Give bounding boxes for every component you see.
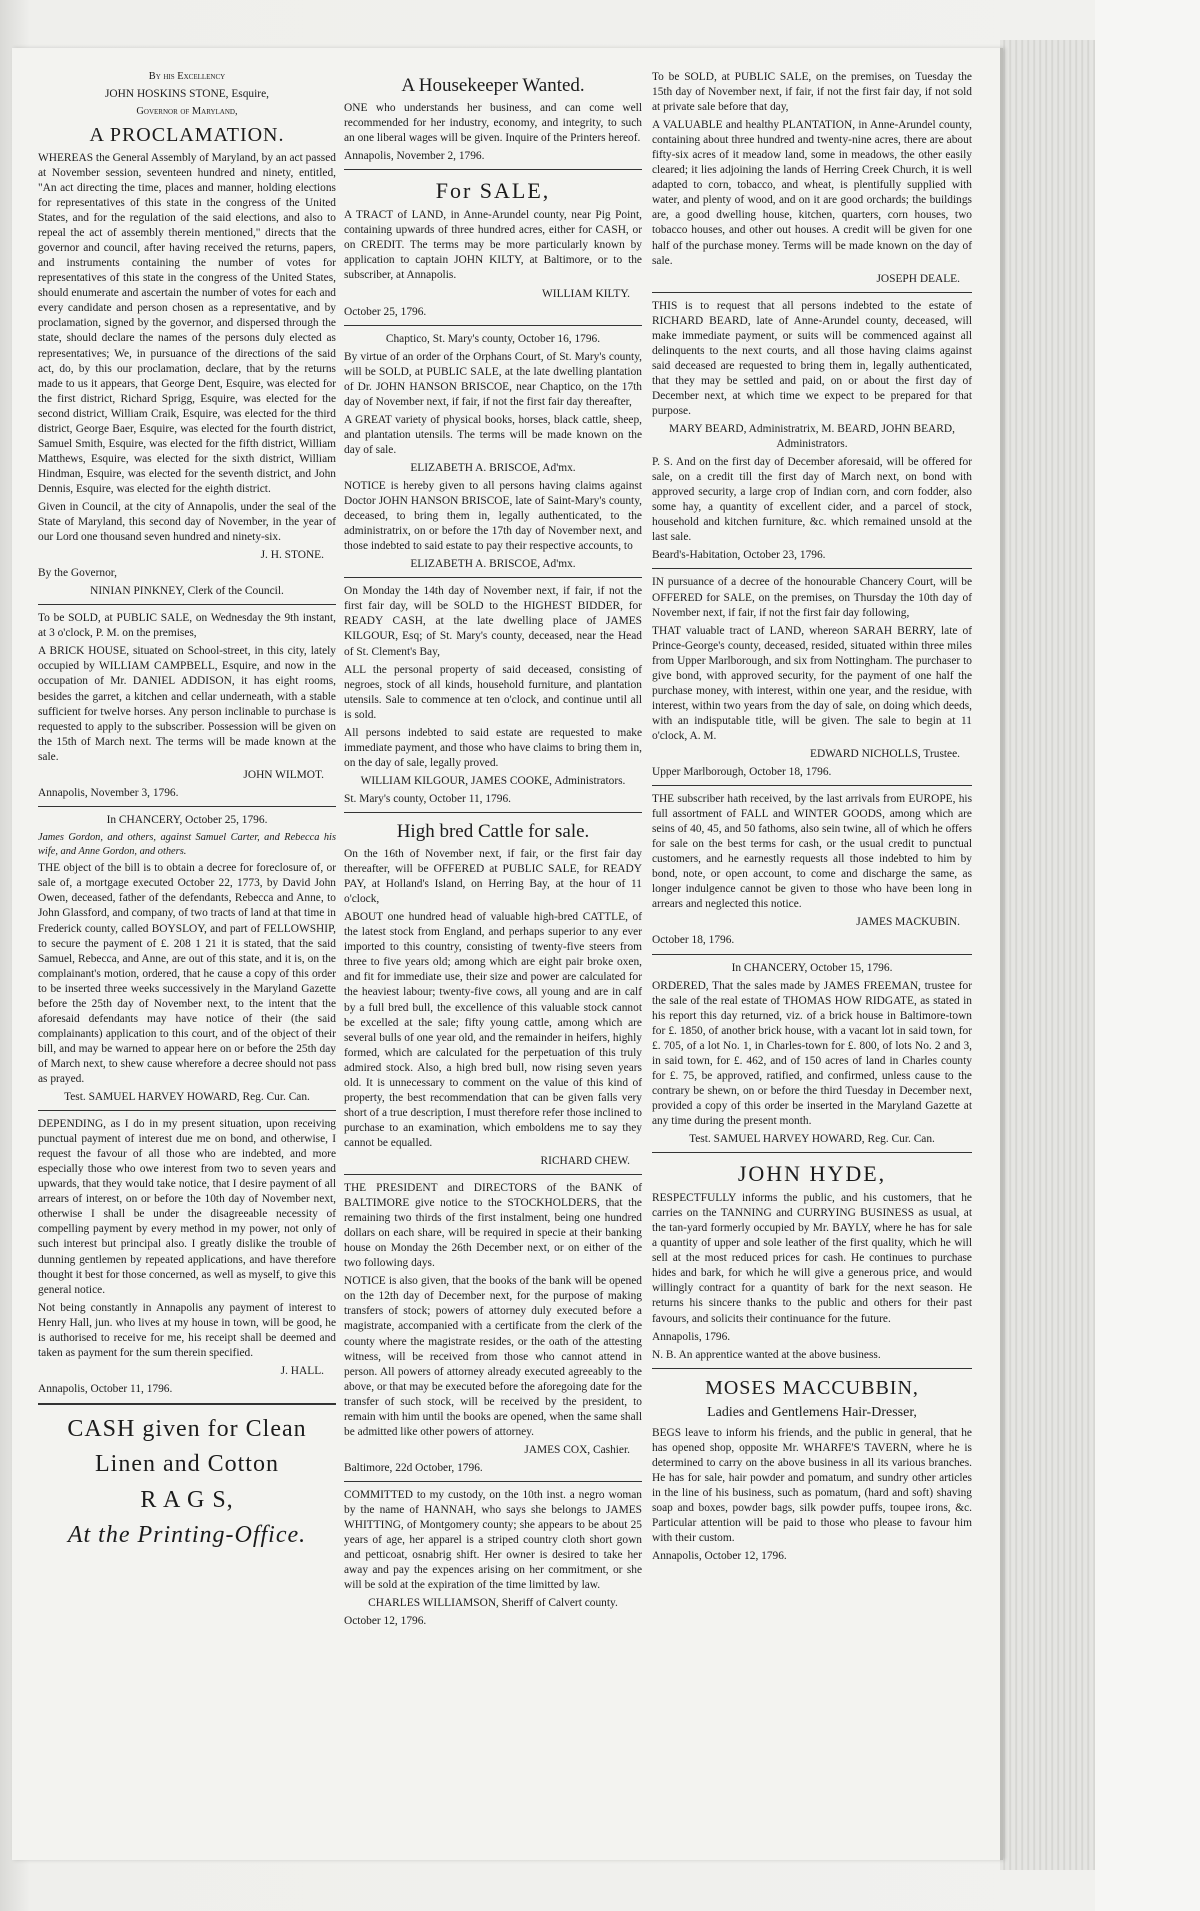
house-text: A BRICK HOUSE, situated on School-street, in this city, lately occupied by WILLIAM CAMPBELL, Esquire, and now in the occupation of Mr. DANIEL ADDISON, it has eight rooms, besides the garret, a kitchen and cellar underneath, with a stable sufficient for twelve horses. Any person inclinable to purchase is requested to apply to the subscriber. Possession will be given on the 15th of March next. The terms will be made known at the sale. xyxy=(38,645,336,763)
house-date: Annapolis, November 3, 1796. xyxy=(38,786,179,799)
nicholls-date: Upper Marlborough, October 18, 1796. xyxy=(652,766,832,779)
proc-text: WHEREAS the General Assembly of Maryland, by an act passed at November session, seventeen hundred and ninety, entitled, "An act directing the time, places and manner, holding elections for representatives of this state in the congress of the United States, and for the regulation of the said elections, and also to repeal the act of assembly therein mentioned," directs that the governor and council, after having received the returns, papers, and instruments containing the number of votes for representatives of this state in the congress of the United States, should enumerate and ascertain the number of votes for each and every candidate and person chosen as a representative, and by proclamation, signed by the governor, and dispersed through the state, should declare the names of the persons duly elected as representatives; We, in pursuance of the directions of the said act, do, by this our proclamation, declare, that by the returns made to us it appears, that George Dent, Esquire, was elected for the first district, Richard Sprigg, Esquire, was elected for the second district, William Craik, Esquire, was elected for the third district, George Baer, Esquire, was elected for the fourth district, Samuel Smith, Esquire, was elected for the fifth district, William Matthews, Esquire, was elected for the sixth district, William Hindman, Esquire, was elected for the seventh district, and John Dennis, Esquire, was elected for the eighth district. xyxy=(38,151,336,495)
chancery-text: THE object of the bill is to obtain a decree for foreclosure of, or sale of, a mortgage executed October 22, 1773, by David John Owen, deceased, father of the defendants, Rebecca and Anne, to John Glassford, and company, of two tracts of land at that time in Frederick county, called BOYSLOY, and part of FELLOWSHIP, to secure the payment of £. 208 1 21 it is stated, that the said Samuel, Rebecca, and Anne, are out of this state, and it is, on the complainant's motion, ordered, that he cause a copy of this order to be inserted three weeks successively in the Maryland Gazette before the 25th day of November next, to the intent that the aforesaid defendants may have notice of their (the said complainants) application to this court, and of the object of their bill, and may be warned to appear here on or before the 25th day of March next, to shew cause wherefore a decree should not pass as prayed. xyxy=(38,862,336,1085)
briscoe-signature-2: ELIZABETH A. BRISCOE, Ad'mx. xyxy=(410,558,576,571)
kilgour-text-2: ALL the personal property of said deceased, consisting of negroes, stock of all kinds, household furniture, and plantation utensils. Sale to commence at ten o'clock, and continue until all is sold. xyxy=(344,663,642,721)
beard-ps: P. S. And on the first day of December aforesaid, will be offered for sale, on a credit till the first day of March next, on bond with approved security, a large crop of Indian corn, and corn fodder, also some hay, a quantity of excellent cider, and a parcel of stock, household and kitchen furniture, &c. which remained unsold at the last sale. xyxy=(652,456,972,544)
mackubin-text: THE subscriber hath received, by the last arrivals from EUROPE, his full assortment of FALL and WINTER GOODS, among which are seins of 40, 45, and 50 fathoms, also sein twine, all of which he offers for sale on the best terms for cash, or the usual credit to punctual customers, and he earnestly requests all those indebted to him by bond, note, or open account, to come and discharge the same, as longer indulgence cannot be given to those who have been long in arrears and neglected this notice. xyxy=(652,793,972,911)
hyde-text: RESPECTFULLY informs the public, and his customers, that he carries on the TANNING and CURRYING BUSINESS as usual, at the tan-yard formerly occupied by Mr. BAYLY, where he has for sale a quantity of upper and sole leather of the first quality, which he will sell at the most reduced prices for cash. He continues to purchase hides and bark, for which he will give a generous price, and would willingly contract for a quantity of bark for the next season. He returns his sincere thanks to the public and others for their past favours, and solicits their continuance for the future. xyxy=(652,1192,972,1325)
divider xyxy=(652,1152,972,1153)
housekeeper-title: A Housekeeper Wanted. xyxy=(401,75,585,96)
kilgour-notice xyxy=(344,584,642,807)
for-sale-title: For SALE, xyxy=(435,178,551,204)
chancery-heading: In CHANCERY, October 25, 1796. xyxy=(106,813,268,826)
committed-signature: CHARLES WILLIAMSON, Sheriff of Calvert county. xyxy=(368,1597,618,1610)
proc-by: By his Excellency xyxy=(148,71,226,82)
divider xyxy=(38,806,336,807)
hyde-nb: N. B. An apprentice wanted at the above business. xyxy=(652,1348,881,1361)
chancery-2-heading: In CHANCERY, October 15, 1796. xyxy=(731,961,893,974)
divider xyxy=(652,954,972,955)
bank-date: Baltimore, 22d October, 1796. xyxy=(344,1461,483,1474)
briscoe-notice xyxy=(344,332,642,573)
briscoe-heading: Chaptico, St. Mary's county, October 16, 1796. xyxy=(385,332,601,345)
deale-signature: JOSEPH DEALE. xyxy=(876,272,960,285)
kilgour-text-3: All persons indebted to said estate are requested to make immediate payment, and those who have claims to bring them in, on the day of sale, legally proved. xyxy=(344,726,642,769)
house-intro: To be SOLD, at PUBLIC SALE, on Wednesday the 9th instant, at 3 o'clock, P. M. on the premises, xyxy=(38,612,336,640)
hyde-ad xyxy=(652,1159,972,1363)
briscoe-signature: ELIZABETH A. BRISCOE, Ad'mx. xyxy=(410,462,576,474)
proc-clerk: NINIAN PINKNEY, Clerk of the Council. xyxy=(90,585,284,598)
chancery-test: Test. SAMUEL HARVEY HOWARD, Reg. Cur. Can. xyxy=(64,1091,310,1104)
kilgour-date: St. Mary's county, October 11, 1796. xyxy=(344,792,511,805)
proc-given: Given in Council, at the city of Annapolis, under the seal of the State of Maryland, this second day of November, in the year of our Lord one thousand seven hundred and ninety-six. xyxy=(38,500,336,544)
maccubbin-title: MOSES MACCUBBIN, xyxy=(705,1376,919,1399)
divider xyxy=(344,1481,642,1482)
divider xyxy=(344,1174,642,1175)
mackubin-date: October 18, 1796. xyxy=(652,934,735,947)
beard-date: Beard's-Habitation, October 23, 1796. xyxy=(652,549,826,562)
mackubin-signature: JAMES MACKUBIN. xyxy=(856,916,960,929)
beard-notice xyxy=(652,299,972,564)
hall-text: DEPENDING, as I do in my present situation, upon receiving punctual payment of interest due me on bond, and otherwise, I request the favour of all those who are indebted, and more especially those who owe interest from two to seven years and upwards, that they would take notice, that I desire payment of all arrears of interest, on or before the 10th day of November next, otherwise I shall be under the disagreeable necessity of compelling payment by every method in my power, not only of such interest but principal also. I greatly dislike the trouble of dunning gentlemen by repeated applications, and have therefore thought it best for those concerned, as well as myself, to give this general notice. xyxy=(38,1118,336,1296)
chancery-notice-2 xyxy=(652,961,972,1148)
proc-by-governor: By the Governor, xyxy=(38,567,117,580)
nicholls-text-2: THAT valuable tract of LAND, whereon SARAH BERRY, late of Prince-George's county, deceased, resided, situated within three miles from Upper Marlborough, and six from Nottingham. The purchaser to give bond, with approved security, for the payment of one half the purchase money, with interest, within one year, and the residue, with interest, within two years from the day of sale, on doing which deeds, with an indisputable title, will be given. The sale to begin at 11 o'clock, A. M. xyxy=(652,624,972,742)
nicholls-notice xyxy=(652,575,972,780)
housekeeper-ad xyxy=(344,73,642,164)
briscoe-notice-text: NOTICE is hereby given to all persons having claims against Doctor JOHN HANSON BRISCOE, late of Saint-Mary's county, deceased, to bring them in, legally authenticated, to the administratrix, on or before the 17th day of November next, and those indebted to said estate to pay their respective accounts, to xyxy=(344,480,642,553)
proclamation xyxy=(38,70,336,599)
divider xyxy=(38,1110,336,1111)
cattle-title: High bred Cattle for sale. xyxy=(396,820,590,842)
column-3 xyxy=(652,70,972,1567)
proc-name: JOHN HOSKINS STONE, Esquire, xyxy=(104,87,269,100)
chancery-notice xyxy=(38,813,336,1105)
housekeeper-text: ONE who understands her business, and can come well recommended for her industry, economy, and integrity, to such an one liberal wages will be given. Inquire of the Printers hereof. xyxy=(344,102,642,145)
kilgour-text: On Monday the 14th day of November next, if fair, if not the first fair day, will be SOLD to the HIGHEST BIDDER, for READY CASH, at the late dwelling place of JAMES KILGOUR, Esq; of St. Mary's county, deceased, near the Head of St. Clement's Bay, xyxy=(344,585,642,658)
committed-date: October 12, 1796. xyxy=(344,1615,427,1628)
housekeeper-date: Annapolis, November 2, 1796. xyxy=(344,150,485,163)
for-sale-text: A TRACT of LAND, in Anne-Arundel county, near Pig Point, containing upwards of three hundred acres, either for CASH, or on CREDIT. The terms may be more particularly known by application to captain JOHN KILTY, at Baltimore, or to the subscriber, at Annapolis. xyxy=(344,209,642,282)
column-2 xyxy=(344,70,642,1632)
divider xyxy=(38,604,336,605)
maccubbin-text: BEGS leave to inform his friends, and the public in general, that he has opened shop, opposite Mr. WHARFE'S TAVERN, where he is determined to carry on the above business in all its various branches. He has for sale, hair powder and pomatum, and sundry other articles in the line of his business, such as pomatum, (hard and soft) shaving soap and boxes, powder bags, silk powder puffs, toupee irons, &c. Particular attention will be paid to those who please to favour him with their custom. xyxy=(652,1426,972,1544)
divider xyxy=(344,325,642,326)
divider xyxy=(652,785,972,786)
beard-signature: MARY BEARD, Administratrix, M. BEARD, JOHN BEARD, Administrators. xyxy=(669,423,955,451)
cattle-ad xyxy=(344,819,642,1169)
column-1 xyxy=(38,70,336,1555)
for-sale-signature: WILLIAM KILTY. xyxy=(542,287,630,300)
brick-house-ad xyxy=(38,611,336,801)
hyde-title: JOHN HYDE, xyxy=(737,1161,887,1187)
nicholls-signature: EDWARD NICHOLLS, Trustee. xyxy=(810,747,960,760)
double-divider xyxy=(38,1403,336,1407)
cash-line-3: R A G S, xyxy=(140,1486,234,1513)
deale-intro: To be SOLD, at PUBLIC SALE, on the premises, on Tuesday the 15th day of November next, if fair, if not the first fair day, if not sold at private sale before that day, xyxy=(652,71,972,114)
proc-office: Governor of Maryland, xyxy=(136,105,238,117)
divider xyxy=(344,169,642,170)
scan-margin xyxy=(1095,0,1200,1911)
divider xyxy=(344,812,642,813)
page-edges xyxy=(1000,40,1095,1870)
cash-line-4: At the Printing-Office. xyxy=(67,1522,307,1549)
committed-text: COMMITTED to my custody, on the 10th inst. a negro woman by the name of HANNAH, who says she belongs to JAMES WHITTING, of Montgomery county; she appears to be about 25 years of age, her apparel is a striped country cloth short gown and petticoat, osnabrig shift. Her owner is desired to take her away and pay the expences arising on her commitment, or she will be sold at the expiration of the time limitted by law. xyxy=(344,1488,642,1592)
cash-line-1: CASH given for Clean xyxy=(67,1415,307,1442)
bank-notice xyxy=(344,1181,642,1476)
maccubbin-date: Annapolis, October 12, 1796. xyxy=(652,1549,787,1562)
rags-ad xyxy=(38,1413,336,1552)
divider xyxy=(652,292,972,293)
kilgour-signature: WILLIAM KILGOUR, JAMES COOKE, Administrators. xyxy=(360,774,626,787)
divider xyxy=(652,568,972,569)
chancery-2-text: ORDERED, That the sales made by JAMES FREEMAN, trustee for the sale of the real estate of THOMAS HOW RIDGATE, as stated in his report this day returned, viz. of a brick house in Baltimore-town for £. 1850, of another brick house, with a vacant lot in said town, for £. 705, of a lot No. 1, in Charles-town for £. 800, of lots No. 2 and 3, in said town, for £. 462, and of 150 acres of land in Charles county for £. 75, be approved, ratified, and confirmed, unless cause to the contrary be shewn, on or before the third Tuesday in December next, provided a copy of this order be inserted in the Maryland Gazette at any time during the present month. xyxy=(652,979,972,1127)
house-signature: JOHN WILMOT. xyxy=(243,768,324,781)
deale-text: A VALUABLE and healthy PLANTATION, in Anne-Arundel county, containing about three hundred and twenty-nine acres, there are about fifty-six acres of it meadow land, some in meadows, the other easily cleared; it lies adjoining the lands of Herring Creek Church, it is well adapted to corn, tobacco, and wheat, is plentifully supplied with water, and plenty of wood, and on it are good orchards; the buildings are, a good dwelling house, kitchen, quarters, corn houses, two tobacco houses, and other out houses. A credit will be given for one half of the purchase money. Terms will be made known on the day of sale. xyxy=(652,119,972,267)
cattle-intro: On the 16th of November next, if fair, or the first fair day thereafter, will be OFFERED at PUBLIC SALE, for READY PAY, at Holland's Island, on Herring Bay, at the hour of 11 o'clock, xyxy=(344,848,642,906)
proc-title: A PROCLAMATION. xyxy=(89,123,285,146)
nicholls-text: IN pursuance of a decree of the honourable Chancery Court, will be OFFERED for SALE, on the premises, on Thursday the 10th day of November next, if fair, if not the first fair day following, xyxy=(652,576,972,619)
hall-date: Annapolis, October 11, 1796. xyxy=(38,1382,173,1395)
divider xyxy=(344,577,642,578)
cattle-signature: RICHARD CHEW. xyxy=(540,1155,630,1167)
proc-signature: J. H. STONE. xyxy=(260,549,324,562)
committed-notice xyxy=(344,1488,642,1629)
cattle-text: ABOUT one hundred head of valuable high-bred CATTLE, of the latest stock from England, and perhaps superior to any ever imported to this country, consisting of twenty-five steers from three to five years old; among which are eight pair broke oxen, and fit for immediate use, their size and power are calculated for the heaviest labour; twenty-five cows, all young and are in calf by a full bred bull, the excellence of this valuable stock cannot be excelled at the sale; fifty young cattle, among which are several bulls of one year old, and the remainder in heifers, highly formed, which are calculated for the perpetuation of this truly admired stock. Also, a high bred bull, now rising seven years old. It is unnecessary to comment on the value of this kind of property, the best recommendation that can be given falls very short of a true description, I must therefore refer those inclined to purchase to an examination, which emboldens me to say they cannot be equalled. xyxy=(344,911,642,1149)
chancery-2-test: Test. SAMUEL HARVEY HOWARD, Reg. Cur. Can. xyxy=(689,1133,935,1146)
maccubbin-subtitle: Ladies and Gentlemens Hair-Dresser, xyxy=(707,1405,917,1421)
maccubbin-ad xyxy=(652,1375,972,1564)
bank-signature: JAMES COX, Cashier. xyxy=(524,1443,630,1456)
hall-notice xyxy=(38,1117,336,1397)
chancery-parties: James Gordon, and others, against Samuel Carter, and Rebecca his wife, and Anne Gordon, and others. xyxy=(38,831,336,857)
for-sale-date: October 25, 1796. xyxy=(344,305,427,318)
hall-text-2: Not being constantly in Annapolis any payment of interest to Henry Hall, jun. who lives at my house in town, will be good, he is authorised to receive for me, his receipt shall be deemed and taken as payment for the sum therein specified. xyxy=(38,1301,336,1359)
deale-ad xyxy=(652,70,972,287)
bank-text: THE PRESIDENT and DIRECTORS of the BANK of BALTIMORE give notice to the STOCKHOLDERS, that the remaining two thirds of the first instalment, being one hundred dollars on each share, will be required in specie at their banking house on Monday the 26th December next, or on either of the two following days. xyxy=(344,1182,642,1270)
briscoe-text-2: A GREAT variety of physical books, horses, black cattle, sheep, and plantation utensils. The terms will be made known on the day of sale. xyxy=(344,413,642,456)
hyde-date: Annapolis, 1796. xyxy=(652,1330,731,1343)
divider xyxy=(652,1368,972,1369)
land-sale-ad xyxy=(344,176,642,319)
bank-text-2: NOTICE is also given, that the books of the bank will be opened on the 12th day of December next, for the purpose of making transfers of stock; powers of attorney duly executed before a magistrate, accompanied with a certificate from the clerk of the county where the magistrate resides, or the oath of the attesting witness, will be received from those who cannot attend in person. All powers of attorney already executed agreeably to the above, or that may be executed before the aforegoing date for the transfer of such stock, will be received by the president, to remain with him until the books are opened, when the same shall be admitted like other powers of attorney. xyxy=(344,1275,642,1438)
beard-text: THIS is to request that all persons indebted to the estate of RICHARD BEARD, late of Anne-Arundel county, deceased, will make immediate payment, or suits will be commenced against all delinquents to the next courts, and all those having claims against said deceased are requested to bring them in, legally authenticated, that they may be settled and paid, on or about the first day of December next, at which time we expect to be prepared for that purpose. xyxy=(652,299,972,417)
cash-line-2: Linen and Cotton xyxy=(95,1451,279,1478)
briscoe-text: By virtue of an order of the Orphans Court, of St. Mary's county, will be SOLD, at PUBLIC SALE, at the late dwelling plantation of Dr. JOHN HANSON BRISCOE, near Chaptico, on the 17th day of November next, if fair, if not the first fair day thereafter, xyxy=(344,350,642,408)
mackubin-ad xyxy=(652,792,972,948)
hall-signature: J. HALL. xyxy=(280,1364,324,1377)
